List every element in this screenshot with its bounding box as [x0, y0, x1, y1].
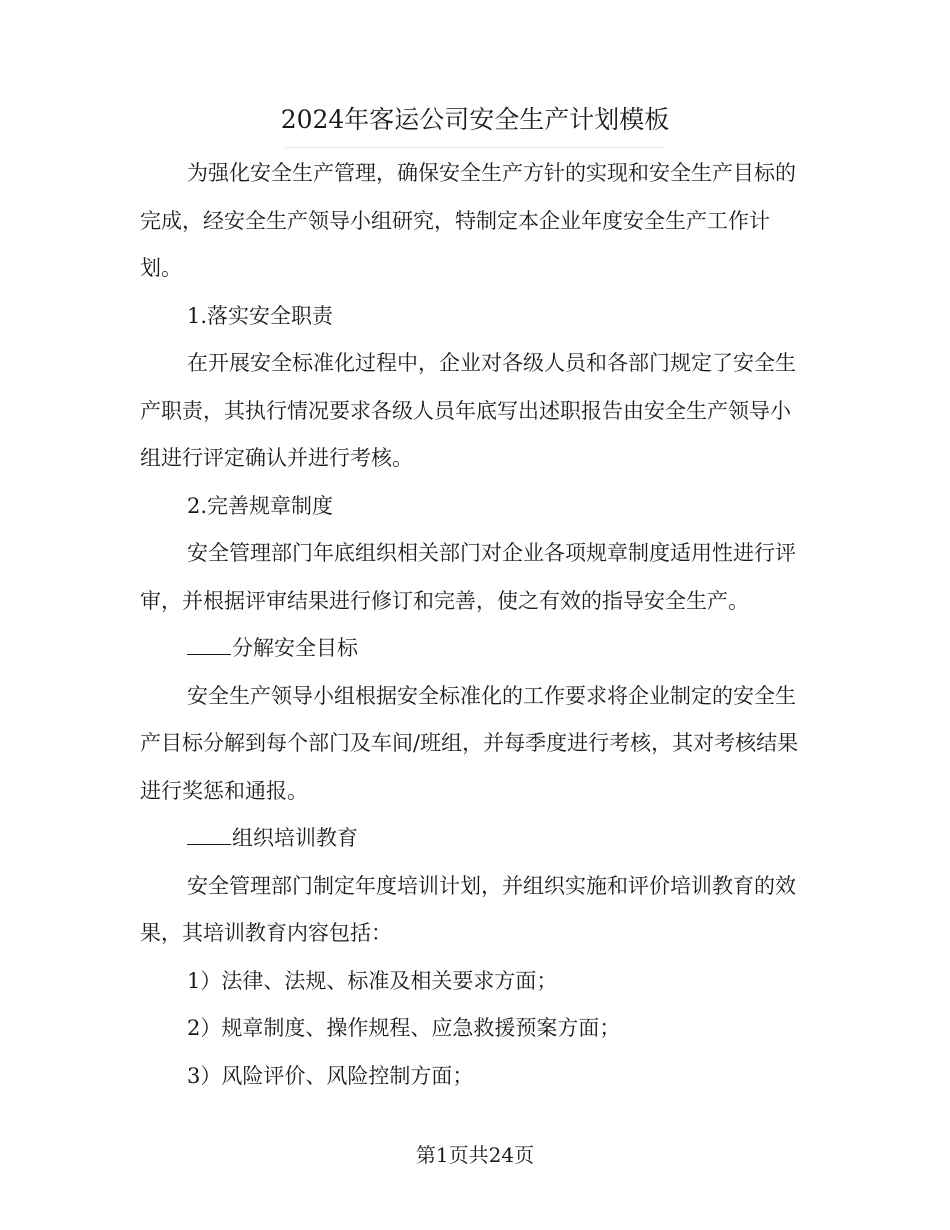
list-item: 2）规章制度、操作规程、应急救援预案方面； — [187, 1016, 621, 1040]
heading-training-text: 组织培训教育 — [232, 826, 358, 850]
list-item: 3）风险评价、风险控制方面； — [187, 1063, 474, 1088]
fill-in-blank — [187, 638, 231, 655]
title-divider — [285, 147, 665, 148]
paragraph-training: 安全管理部门制定年度培训计划，并组织实施和评价培训教育的效果，其培训教育内容包括： — [140, 873, 796, 945]
list-item: 1）法律、法规、标准及相关要求方面； — [187, 968, 558, 993]
heading-responsibilities: 1.落实安全职责 — [187, 303, 334, 328]
paragraph-regulations: 安全管理部门年底组织相关部门对企业各项规章制度适用性进行评审，并根据评审结果进行修订和完善，使之有效的指导安全生产。 — [140, 541, 796, 613]
heading-training — [140, 815, 810, 863]
document-title: 2024年客运公司安全生产计划模板 — [280, 105, 670, 134]
heading-safety-goals-text: 分解安全目标 — [232, 636, 358, 660]
page-number: 第1页共24页 — [415, 1143, 535, 1167]
fill-in-blank — [187, 828, 231, 845]
heading-regulations: 2.完善规章制度 — [187, 493, 334, 518]
paragraph-intro: 为强化安全生产管理，确保安全生产方针的实现和安全生产目标的完成，经安全生产领导小组研究，特制定本企业年度安全生产工作计划。 — [140, 161, 796, 280]
paragraph-responsibilities: 在开展安全标准化过程中，企业对各级人员和各部门规定了安全生产职责，其执行情况要求各级人员年底写出述职报告由安全生产领导小组进行评定确认并进行考核。 — [140, 351, 796, 470]
heading-safety-goals — [140, 625, 810, 673]
document-body — [140, 150, 810, 1100]
paragraph-safety-goals: 安全生产领导小组根据安全标准化的工作要求将企业制定的安全生产目标分解到每个部门及车间/班组，并每季度进行考核，其对考核结果进行奖惩和通报。 — [140, 683, 799, 803]
